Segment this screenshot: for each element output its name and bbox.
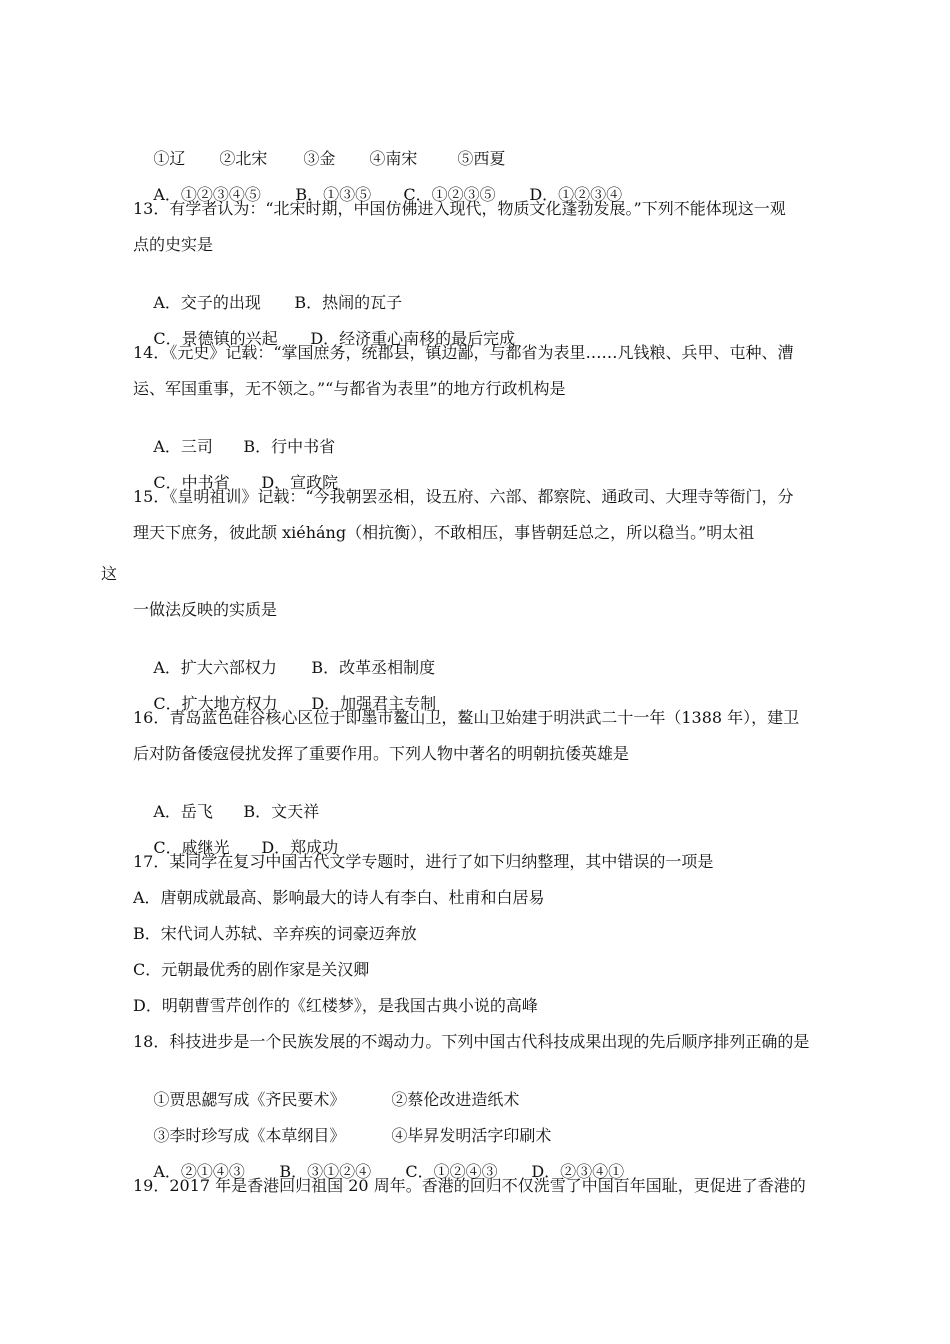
q16-option-b: B．文天祥 <box>243 802 320 821</box>
q15-option-b: B．改革丞相制度 <box>311 658 436 677</box>
q17-stem: 17．某同学在复习中国古代文学专题时，进行了如下归纳整理，其中错误的一项是 <box>133 852 714 871</box>
q12-item: ③金 <box>303 149 336 168</box>
q15-stem-cont2: 一做法反映的实质是 <box>133 600 278 619</box>
q12-item: ④南宋 <box>369 149 418 168</box>
q17-option-a: A．唐朝成就最高、影响最大的诗人有李白、杜甫和白居易 <box>133 888 545 907</box>
q15-stem-wrap: 这 <box>101 564 118 583</box>
q13-stem-cont: 点的史实是 <box>133 235 214 254</box>
q16-option-d: D．郑成功 <box>261 838 339 857</box>
q12-item: ②北宋 <box>219 149 268 168</box>
q14-option-a: A．三司 <box>153 437 213 456</box>
q18-item: ④毕昇发明活字印刷术 <box>391 1126 552 1145</box>
q19-stem: 19．2017 年是香港回归祖国 20 周年。香港的回归不仅洗雪了中国百年国耻，更促进了香港的 <box>133 1176 806 1195</box>
q14-stem: 14．《元史》记载：“掌国庶务，统郡县，镇边鄙，与都省为表里……凡钱粮、兵甲、屯种、漕 <box>133 343 794 362</box>
q18-option: A．②①④③ <box>153 1162 245 1181</box>
q15-option-a: A．扩大六部权力 <box>153 658 277 677</box>
q15-stem-cont: 理天下庶务，彼此颉 xiéháng（相抗衡），不敢相压，事皆朝廷总之，所以稳当。”明太祖 <box>133 523 755 542</box>
q17-option-b: B．宋代词人苏轼、辛弃疾的词豪迈奔放 <box>133 924 417 943</box>
q16-stem-cont: 后对防备倭寇侵扰发挥了重要作用。下列人物中著名的明朝抗倭英雄是 <box>133 744 630 763</box>
q14-option-d: D．宣政院 <box>261 473 339 492</box>
q12-option: A．①②③④⑤ <box>153 185 261 204</box>
q17-option-d: D．明朝曹雪芹创作的《红楼梦》，是我国古典小说的高峰 <box>133 996 538 1015</box>
q13-option-b: B．热闹的瓦子 <box>294 293 403 312</box>
q12-option: B．①③⑤ <box>295 185 372 204</box>
q14-option-c: C．中书省 <box>153 473 230 492</box>
q13-option-d: D．经济重心南移的最后完成 <box>310 329 516 348</box>
q12-item: ①辽 <box>153 149 186 168</box>
q16-option-c: C．戚继光 <box>153 838 230 857</box>
q16-option-a: A．岳飞 <box>153 802 213 821</box>
q18-item: ③李时珍写成《本草纲目》 <box>153 1126 346 1145</box>
q12-item: ⑤西夏 <box>457 149 506 168</box>
q18-option: D．②③④① <box>531 1162 625 1181</box>
q18-option: B．③①②④ <box>279 1162 372 1181</box>
q13-option-a: A．交子的出现 <box>153 293 261 312</box>
q18-item: ②蔡伦改进造纸术 <box>391 1090 520 1109</box>
q17-option-c: C．元朝最优秀的剧作家是关汉卿 <box>133 960 370 979</box>
q15-stem: 15．《皇明祖训》记载：“今我朝罢丞相，设五府、六部、都察院、通政司、大理寺等衙门，分 <box>133 487 794 506</box>
q12-option: C．①②③⑤ <box>403 185 496 204</box>
q15-option-d: D．加强君主专制 <box>311 694 437 713</box>
q14-option-b: B．行中书省 <box>243 437 336 456</box>
q18-stem: 18．科技进步是一个民族发展的不竭动力。下列中国古代科技成果出现的先后顺序排列正确的是 <box>133 1032 810 1051</box>
q13-stem: 13．有学者认为：“北宋时期，中国仿佛进入现代，物质文化蓬勃发展。”下列不能体现这一观 <box>133 199 786 218</box>
q16-stem: 16．青岛蓝色硅谷核心区位于即墨市鳌山卫，鳌山卫始建于明洪武二十一年（1388 年），建卫 <box>133 708 800 727</box>
q15-option-c: C．扩大地方权力 <box>153 694 278 713</box>
q12-option: D．①②③④ <box>529 185 623 204</box>
q18-option: C．①②④③ <box>405 1162 498 1181</box>
q13-option-c: C．景德镇的兴起 <box>153 329 278 348</box>
q14-stem-cont: 运、军国重事，无不领之。”“与都省为表里”的地方行政机构是 <box>133 379 566 398</box>
q18-item: ①贾思勰写成《齐民要术》 <box>153 1090 346 1109</box>
